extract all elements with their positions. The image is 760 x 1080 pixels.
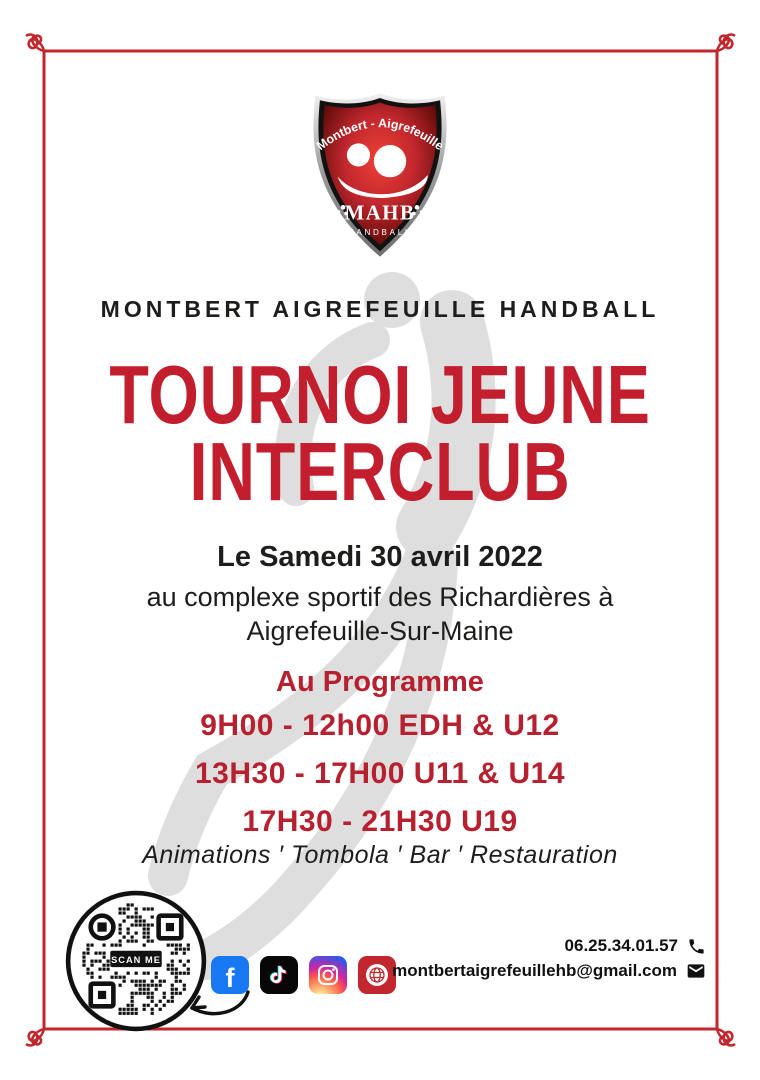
crest-sport-label: HANDBALL	[347, 228, 413, 238]
program-item: 13H30 - 17H00 U11 & U14	[194, 757, 566, 790]
email-address: montbertaigrefeuillehb@gmail.com	[392, 961, 677, 980]
globe-icon	[358, 956, 396, 994]
amenities-line: Animations ′ Tombola ′ Bar ′ Restauration	[142, 841, 618, 869]
facebook-icon: f	[211, 956, 249, 994]
event-location	[0, 580, 760, 648]
club-crest-logo	[303, 90, 457, 260]
location-line-1: au complexe sportif des Richardières à	[146, 582, 614, 612]
title-line-1: TOURNOI JEUNE	[109, 348, 651, 441]
program-item: 17H30 - 21H30 U19	[242, 805, 518, 838]
program-item: 9H00 - 12h00 EDH & U12	[200, 709, 560, 742]
mail-icon	[686, 961, 706, 981]
crest-banner-text: Montbert - Aigrefeuille	[313, 116, 447, 154]
contact-block	[392, 936, 706, 981]
event-date: Le Samedi 30 avril 2022	[217, 541, 543, 573]
title-line-2: INTERCLUB	[189, 425, 571, 518]
program-schedule	[0, 702, 760, 846]
tiktok-icon	[260, 956, 298, 994]
qr-scan-me-label: SCAN ME	[111, 955, 161, 966]
phone-icon	[687, 937, 706, 956]
social-icons-row	[211, 956, 396, 994]
phone-row	[565, 936, 706, 956]
crest-acronym: MAHB	[344, 201, 416, 225]
phone-number: 06.25.34.01.57	[564, 936, 678, 955]
location-line-2: Aigrefeuille-Sur-Maine	[246, 616, 514, 646]
instagram-icon	[309, 956, 347, 994]
program-heading: Au Programme	[276, 666, 484, 698]
email-row	[392, 961, 706, 981]
poster-title	[0, 348, 760, 518]
club-name-heading: MONTBERT AIGREFEUILLE HANDBALL	[100, 296, 660, 322]
